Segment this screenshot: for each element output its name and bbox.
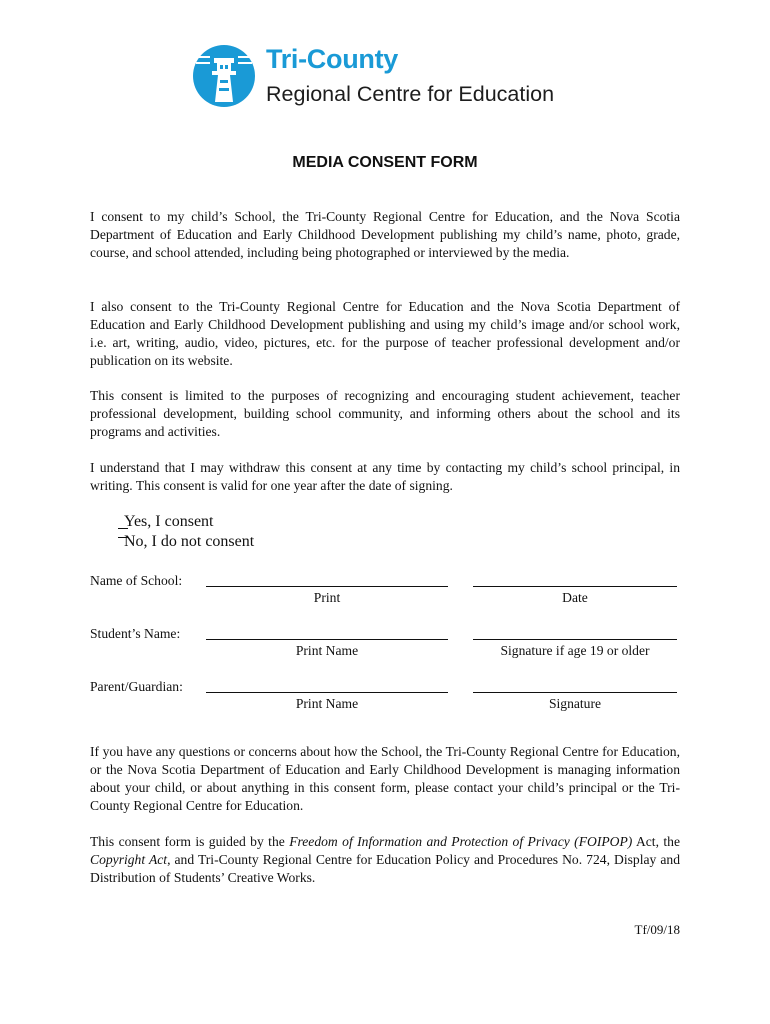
parent-guardian-label: Parent/Guardian: <box>90 679 183 694</box>
yes-consent-option: Yes, I consent <box>124 513 214 530</box>
school-name-field[interactable] <box>206 586 448 587</box>
parent-name-field[interactable] <box>206 692 448 693</box>
school-print-caption: Print <box>313 590 341 605</box>
foipop-act-title: Freedom of Information and Protection of Privacy (FOIPOP) <box>289 834 633 849</box>
date-field[interactable] <box>473 586 677 587</box>
parent-print-caption: Print Name <box>295 696 359 711</box>
student-signature-field[interactable] <box>473 639 677 640</box>
consent-paragraph-3: This consent is limited to the purposes of recognizing and encouraging student achievement, teacher professional development, building school community, and informing others about the school and its programs and activities. <box>90 388 680 439</box>
organization-subtitle: Regional Centre for Education <box>266 82 555 106</box>
student-name-field[interactable] <box>206 639 448 640</box>
parent-signature-field[interactable] <box>473 692 677 693</box>
parent-signature-caption: Signature <box>548 696 602 711</box>
school-name-label: Name of School: <box>90 573 183 588</box>
date-caption: Date <box>562 590 588 605</box>
questions-paragraph: If you have any questions or concerns about how the School, the Tri-County Regional Centre for Education, or the Nova Scotia Department of Education and Early Childhood Development is managing information about your child, or about anything in this consent form, please contact your child’s principal or the Tri-County Regional Centre for Education. <box>90 744 680 813</box>
student-name-label: Student’s Name: <box>90 626 181 641</box>
student-signature-caption: Signature if age 19 or older <box>500 643 650 658</box>
consent-paragraph-2: I also consent to the Tri-County Regional Centre for Education and the Nova Scotia Department of Education and Early Childhood Development publishing and using my child’s image and/or school work, i.e. art, writing, audio, video, pictures, etc. for the purpose of teacher professional development and/or publication on its website. <box>90 299 680 368</box>
lighthouse-icon <box>192 44 256 108</box>
consent-paragraph-1: I consent to my child’s School, the Tri-County Regional Centre for Education, and the Nova Scotia Department of Education and Early Childhood Development publishing my child’s name, photo, grade, course, and school attended, including being photographed or interviewed by the media. <box>90 209 680 260</box>
consent-paragraph-4: I understand that I may withdraw this consent at any time by contacting my child’s school principal, in writing. This consent is valid for one year after the date of signing. <box>90 460 680 493</box>
form-code: Tf/09/18 <box>634 922 680 937</box>
no-consent-option: No, I do not consent <box>124 533 255 550</box>
guidance-paragraph: This consent form is guided by the Freedom of Information and Protection of Privacy (FOIPOP) Act, the Copyright Act, and Tri-County Regional Centre for Education Policy and Procedures No. 724, Display and Distribution of Students’ Creative Works. <box>90 834 680 885</box>
organization-logo <box>192 44 592 116</box>
form-title: MEDIA CONSENT FORM <box>292 154 478 171</box>
organization-name: Tri-County <box>266 44 398 74</box>
student-print-caption: Print Name <box>295 643 359 658</box>
copyright-act-title: Copyright Act <box>90 852 168 867</box>
